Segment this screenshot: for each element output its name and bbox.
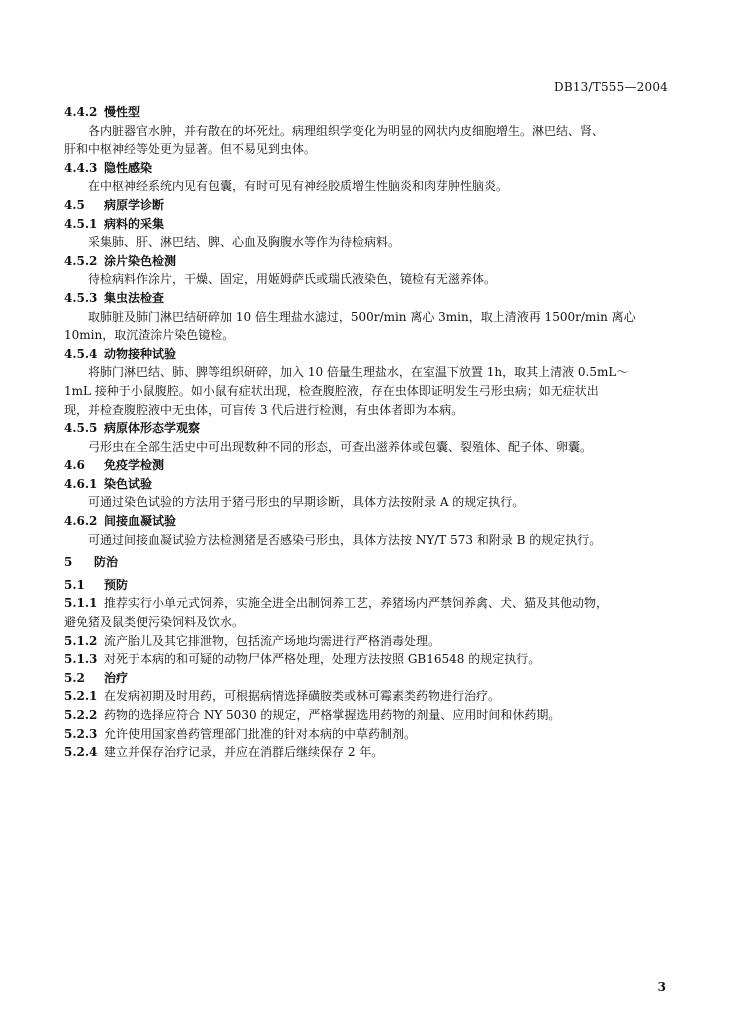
clause-number: 4.5.5 bbox=[64, 421, 98, 436]
clause-number: 4.6.1 bbox=[64, 476, 98, 491]
paragraph-text: 避免猪及鼠类便污染饲料及饮水。 bbox=[64, 615, 245, 630]
clause-number: 5.2.1 bbox=[64, 689, 98, 704]
paragraph-text: 各内脏器官水肿，并有散在的坏死灶。病理组织学变化为明显的网状内皮细胞增生。淋巴结、肾、 bbox=[88, 123, 605, 138]
clause-title: 病原学诊断 bbox=[104, 197, 165, 212]
numbered-paragraph bbox=[64, 743, 676, 762]
paragraph-line bbox=[64, 531, 676, 550]
clause-number: 4.5.1 bbox=[64, 216, 98, 231]
paragraph-text: 弓形虫在全部生活史中可出现数种不同的形态，可查出滋养体或包囊、裂殖体、配子体、卵囊。 bbox=[88, 439, 593, 454]
clause-number: 5.2.2 bbox=[64, 708, 98, 722]
clause-title: 治疗 bbox=[104, 670, 129, 685]
clause-number: 5.1.3 bbox=[64, 652, 98, 667]
numbered-paragraph bbox=[64, 632, 676, 651]
clause-heading bbox=[64, 289, 676, 308]
numbered-paragraph bbox=[64, 687, 676, 706]
paragraph-text: 肝和中枢神经等处更为显著。但不易见到虫体。 bbox=[64, 142, 317, 157]
numbered-paragraph bbox=[64, 706, 676, 725]
clause-number: 5.2.3 bbox=[64, 726, 98, 741]
clause-heading bbox=[64, 576, 676, 595]
clause-heading bbox=[64, 215, 676, 234]
clause-number: 5.1.2 bbox=[64, 633, 98, 648]
clause-heading bbox=[64, 456, 676, 475]
clause-heading bbox=[64, 553, 676, 572]
numbered-paragraph bbox=[64, 725, 676, 744]
clause-number: 4.5 bbox=[64, 197, 85, 212]
clause-title: 间接血凝试验 bbox=[104, 514, 177, 529]
clause-number: 5.1 bbox=[64, 577, 85, 592]
paragraph-line bbox=[64, 493, 676, 512]
clause-number: 5.2 bbox=[64, 670, 85, 685]
clause-title: 预防 bbox=[104, 577, 129, 592]
page-number: 3 bbox=[657, 980, 666, 994]
clause-number: 4.4.2 bbox=[64, 105, 98, 119]
numbered-paragraph bbox=[64, 650, 676, 669]
paragraph-text: 可通过染色试验的方法用于猪弓形虫的早期诊断，具体方法按附录 A 的规定执行。 bbox=[88, 495, 525, 510]
paragraph-line bbox=[64, 140, 676, 159]
paragraph-line bbox=[64, 382, 676, 401]
clause-heading bbox=[64, 475, 676, 494]
clause-number: 5.1.1 bbox=[64, 596, 98, 611]
paragraph-text: 流产胎儿及其它排泄物，包括流产场地均需进行严格消毒处理。 bbox=[104, 633, 441, 648]
paragraph-text: 1mL 接种于小鼠腹腔。如小鼠有症状出现，检查腹腔液，存在虫体即证明发生弓形虫病；如无症状出 bbox=[64, 383, 599, 398]
paragraph-text: 药物的选择应符合 NY 5030 的规定，严格掌握选用药物的剂量、应用时间和休药期。 bbox=[104, 708, 561, 722]
paragraph-text: 取肺脏及肺门淋巴结研碎加 10 倍生理盐水滤过，500r/min 离心 3min，取上清液再 1500r/min 离心 bbox=[88, 309, 636, 324]
paragraph-text: 对死于本病的和可疑的动物尸体严格处理，处理方法按照 GB16548 的规定执行。 bbox=[104, 652, 541, 667]
clause-heading bbox=[64, 669, 676, 688]
clause-number: 4.6 bbox=[64, 458, 85, 473]
clause-title: 免疫学检测 bbox=[104, 458, 165, 473]
paragraph-text: 在中枢神经系统内见有包囊，有时可见有神经胶质增生性脑炎和肉芽肿性脑炎。 bbox=[88, 179, 509, 194]
clause-title: 染色试验 bbox=[104, 476, 153, 491]
clause-title: 隐性感染 bbox=[104, 160, 153, 175]
paragraph-line bbox=[64, 613, 676, 632]
clause-number: 4.6.2 bbox=[64, 514, 98, 529]
clause-heading bbox=[64, 196, 676, 215]
paragraph-line bbox=[64, 401, 676, 420]
paragraph-line bbox=[64, 438, 676, 457]
numbered-paragraph bbox=[64, 594, 676, 613]
clause-title: 动物接种试验 bbox=[104, 346, 177, 361]
clause-heading bbox=[64, 345, 676, 364]
paragraph-text: 将肺门淋巴结、肺、脾等组织研碎，加入 10 倍量生理盐水，在室温下放置 1h，取其上清液 0.5mL～ bbox=[88, 365, 629, 380]
clause-heading bbox=[64, 419, 676, 438]
paragraph-line bbox=[64, 177, 676, 196]
standard-code-header: DB13/T555—2004 bbox=[554, 80, 668, 94]
document-body bbox=[64, 103, 676, 762]
paragraph-line bbox=[64, 270, 676, 289]
clause-number: 4.4.3 bbox=[64, 160, 98, 175]
clause-title: 病原体形态学观察 bbox=[104, 421, 201, 436]
paragraph-text: 现，并检查腹腔液中无虫体，可盲传 3 代后进行检测，有虫体者即为本病。 bbox=[64, 402, 464, 417]
clause-number: 5.2.4 bbox=[64, 745, 98, 760]
clause-number: 4.5.4 bbox=[64, 346, 98, 361]
paragraph-text: 10min，取沉渣涂片染色镜检。 bbox=[64, 328, 235, 343]
clause-heading bbox=[64, 252, 676, 271]
clause-title: 病料的采集 bbox=[104, 216, 165, 231]
paragraph-text: 推荐实行小单元式饲养，实施全进全出制饲养工艺，养猪场内严禁饲养禽、犬、猫及其他动物， bbox=[104, 596, 609, 611]
paragraph-line bbox=[64, 363, 676, 382]
paragraph-text: 可通过间接血凝试验方法检测猪是否感染弓形虫，具体方法按 NY/T 573 和附录 B 的规定执行。 bbox=[88, 532, 602, 547]
paragraph-text: 允许使用国家兽药管理部门批准的针对本病的中草药制剂。 bbox=[104, 726, 417, 741]
paragraph-text: 采集肺、肝、淋巴结、脾、心血及胸腹水等作为待检病料。 bbox=[88, 235, 401, 250]
clause-number: 4.5.2 bbox=[64, 253, 98, 268]
paragraph-text: 建立并保存治疗记录，并应在消群后继续保存 2 年。 bbox=[104, 745, 384, 760]
paragraph-line bbox=[64, 233, 676, 252]
clause-heading bbox=[64, 159, 676, 178]
paragraph-text: 待检病料作涂片，干燥、固定，用姬姆萨氏或瑞氏液染色，镜检有无滋养体。 bbox=[88, 272, 497, 287]
clause-heading bbox=[64, 512, 676, 531]
clause-heading bbox=[64, 103, 676, 122]
paragraph-line bbox=[64, 122, 676, 141]
clause-number: 4.5.3 bbox=[64, 290, 98, 305]
clause-title: 涂片染色检测 bbox=[104, 253, 177, 268]
paragraph-line bbox=[64, 326, 676, 345]
paragraph-text: 在发病初期及时用药，可根据病情选择磺胺类或林可霉素类药物进行治疗。 bbox=[104, 689, 501, 704]
paragraph-line bbox=[64, 308, 676, 327]
clause-title: 慢性型 bbox=[104, 105, 141, 119]
clause-title: 集虫法检查 bbox=[104, 290, 165, 305]
clause-title: 防治 bbox=[94, 555, 119, 570]
clause-number: 5 bbox=[64, 555, 73, 570]
